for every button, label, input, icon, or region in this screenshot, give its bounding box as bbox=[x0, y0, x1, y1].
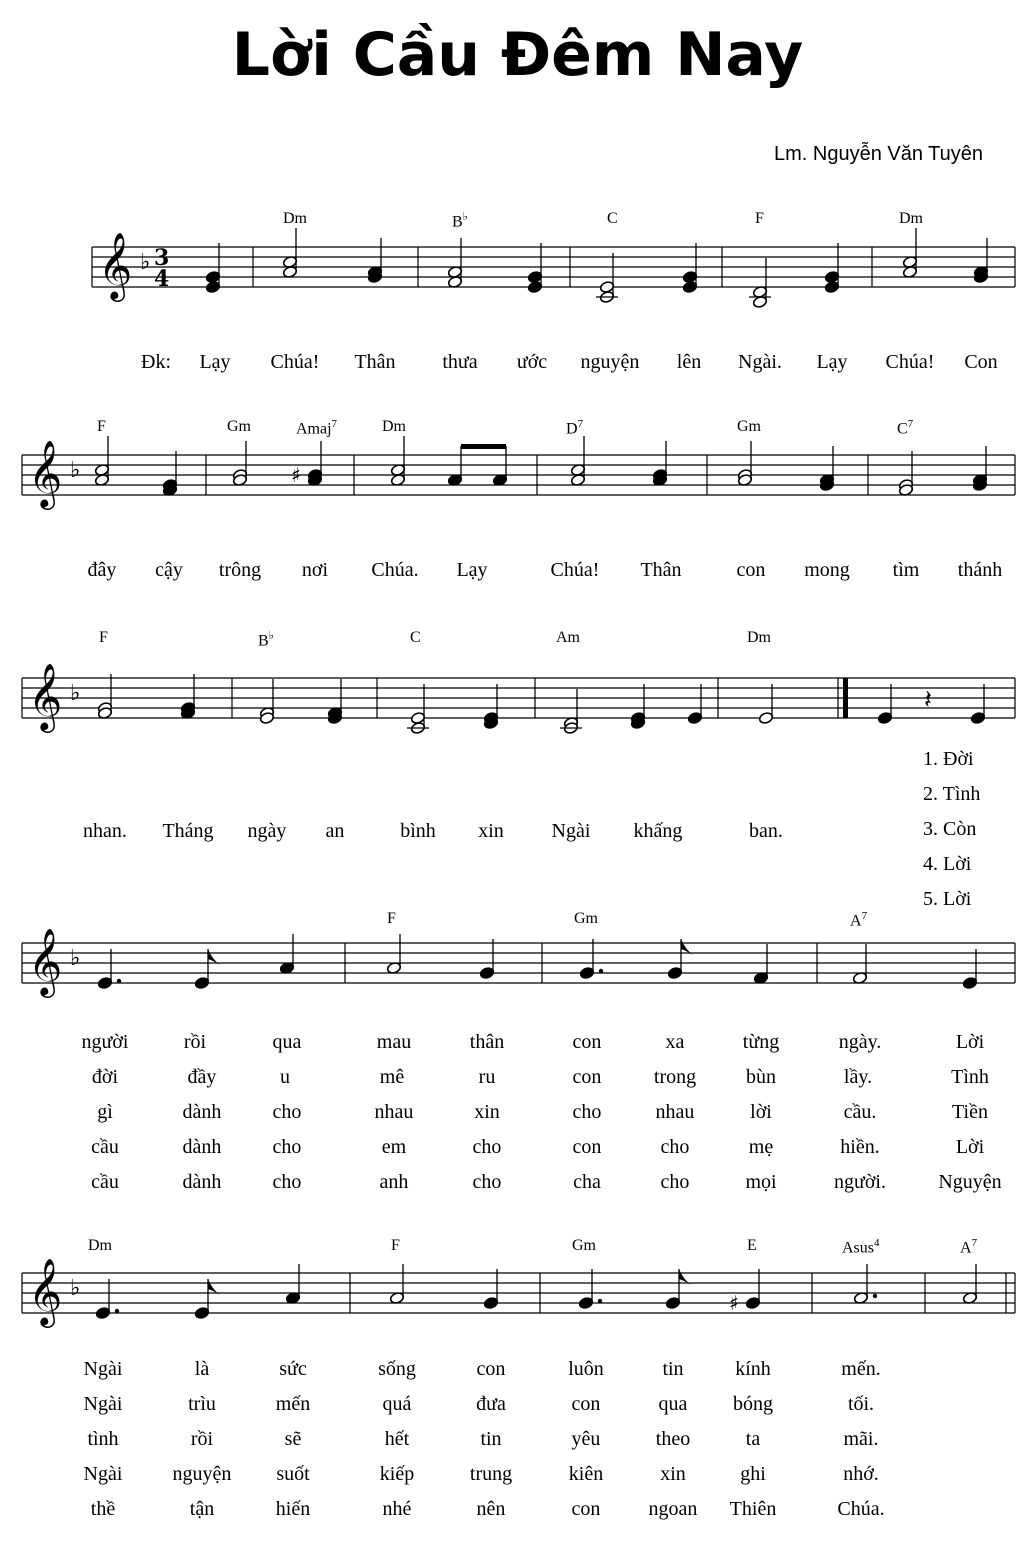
lyric-syllable: hiền. bbox=[840, 1136, 880, 1158]
lyric-syllable: con bbox=[476, 1358, 506, 1380]
lyric-syllable: Lời bbox=[955, 1136, 985, 1158]
lyric-syllable: tận bbox=[189, 1498, 215, 1520]
song-title: Lời Cầu Đêm Nay bbox=[231, 20, 804, 90]
chord-symbol: F bbox=[755, 210, 764, 227]
lyric-syllable: trung bbox=[469, 1463, 513, 1485]
lyric-syllable: đây bbox=[87, 559, 117, 581]
lyric-syllable: mến. bbox=[841, 1358, 881, 1380]
lyric-syllable: khấng bbox=[633, 820, 683, 842]
lyric-syllable: kính bbox=[735, 1358, 771, 1380]
lyric-syllable: dành bbox=[182, 1171, 222, 1193]
chord-symbol: C bbox=[410, 629, 421, 646]
lyric-syllable: dành bbox=[182, 1101, 222, 1123]
key-flat-icon: ♭ bbox=[70, 1276, 81, 1301]
chord-symbol: Dm bbox=[88, 1237, 112, 1254]
sharp-icon: ♯ bbox=[729, 1291, 739, 1315]
lyric-syllable: hết bbox=[384, 1428, 410, 1450]
lyric-syllable: Con bbox=[964, 351, 998, 373]
treble-clef-icon: 𝄞 bbox=[28, 439, 63, 507]
lyric-syllable: người bbox=[81, 1031, 129, 1053]
lyric-syllable: Lạy bbox=[456, 559, 488, 581]
note-dot bbox=[117, 979, 121, 983]
lyric-syllable: cho bbox=[660, 1136, 690, 1158]
lyric-syllable: ru bbox=[478, 1066, 496, 1088]
lyric-syllable: Chúa! bbox=[550, 559, 600, 581]
lyric-syllable: ước bbox=[516, 351, 548, 373]
lyric-syllable: người. bbox=[834, 1171, 886, 1193]
lyric-syllable: xin bbox=[474, 1101, 500, 1123]
lyric-syllable: cho bbox=[660, 1171, 690, 1193]
key-flat-icon: ♭ bbox=[70, 681, 81, 706]
lyric-syllable: u bbox=[280, 1066, 290, 1088]
lyric-syllable: qua bbox=[272, 1031, 302, 1053]
lyric-syllable: cho bbox=[272, 1171, 302, 1193]
chord-symbol: $C^7$ bbox=[897, 418, 914, 438]
lyric-syllable: sẽ bbox=[284, 1428, 302, 1450]
staff bbox=[0, 913, 1035, 1033]
lyric-syllable: Chúa! bbox=[885, 351, 935, 373]
lyric-syllable: mãi. bbox=[843, 1428, 879, 1450]
chord-symbol: B♭ bbox=[452, 211, 468, 231]
lyric-syllable: hiến bbox=[275, 1498, 311, 1520]
chord-symbol: Dm bbox=[283, 210, 307, 227]
lyric-syllable: Thiên bbox=[729, 1498, 777, 1520]
chord-symbol: Am bbox=[556, 629, 580, 646]
chord-symbol: B♭ bbox=[258, 630, 274, 650]
treble-clef-icon: 𝄞 bbox=[28, 927, 63, 995]
chord-symbol: Amaj$^7$ bbox=[296, 418, 338, 438]
lyric-syllable: Thân bbox=[640, 559, 682, 581]
chord-symbol: F bbox=[99, 629, 108, 646]
lyric-syllable: con bbox=[736, 559, 766, 581]
lyric-syllable: ngày bbox=[247, 820, 287, 842]
lyric-syllable: mẹ bbox=[748, 1136, 774, 1158]
chord-symbol: Dm bbox=[899, 210, 923, 227]
note-dot bbox=[599, 969, 603, 973]
lyric-syllable: dành bbox=[182, 1136, 222, 1158]
lyric-syllable: ghi bbox=[740, 1463, 766, 1485]
lyric-syllable: qua bbox=[658, 1393, 688, 1415]
chord-symbol: Gm bbox=[574, 910, 598, 927]
lyric-syllable: cha bbox=[573, 1171, 601, 1193]
flat-icon: ♭ bbox=[268, 630, 274, 642]
lyric-syllable: nguyện bbox=[172, 1463, 232, 1485]
lyric-syllable: bình bbox=[400, 820, 436, 842]
verse-start-label: 3. Còn bbox=[923, 818, 977, 840]
lyric-syllable: từng bbox=[742, 1031, 780, 1053]
lyric-syllable: rồi bbox=[190, 1428, 214, 1450]
key-flat-icon: ♭ bbox=[70, 946, 81, 971]
lyric-syllable: cho bbox=[472, 1171, 502, 1193]
lyric-syllable: bóng bbox=[733, 1393, 773, 1415]
lyric-syllable: xin bbox=[660, 1463, 686, 1485]
lyric-syllable: an bbox=[325, 820, 345, 842]
lyric-syllable: cho bbox=[272, 1136, 302, 1158]
lyric-syllable: Lạy bbox=[199, 351, 231, 373]
lyric-syllable: lầy. bbox=[843, 1066, 873, 1088]
lyric-syllable: đầy bbox=[187, 1066, 217, 1088]
treble-clef-icon: 𝄞 bbox=[28, 1257, 63, 1325]
lyric-syllable: bùn bbox=[746, 1066, 776, 1088]
treble-clef-icon: 𝄞 bbox=[28, 662, 63, 730]
lyric-syllable: nhé bbox=[382, 1498, 412, 1520]
staff bbox=[0, 217, 1035, 337]
lyric-syllable: cho bbox=[472, 1136, 502, 1158]
lyric-syllable: theo bbox=[655, 1428, 691, 1450]
lyric-syllable: mau bbox=[376, 1031, 412, 1053]
lyric-syllable: Tiền bbox=[952, 1101, 988, 1123]
verse-start-label: 4. Lời bbox=[923, 853, 972, 875]
lyric-syllable: rồi bbox=[183, 1031, 207, 1053]
treble-clef-icon: 𝄞 bbox=[98, 231, 133, 299]
lyric-syllable: tin bbox=[662, 1358, 684, 1380]
lyric-syllable: mong bbox=[804, 559, 850, 581]
lyric-syllable: ban. bbox=[749, 820, 783, 842]
lyric-syllable: kiên bbox=[568, 1463, 604, 1485]
lyric-syllable: ta bbox=[745, 1428, 761, 1450]
note-beam bbox=[461, 444, 506, 449]
chord-symbol: Asus$^4$ bbox=[842, 1237, 880, 1257]
lyric-syllable: mê bbox=[379, 1066, 405, 1088]
lyric-syllable: yêu bbox=[571, 1428, 601, 1450]
lyric-syllable: Nguyện bbox=[938, 1171, 1002, 1193]
lyric-syllable: tin bbox=[480, 1428, 502, 1450]
lyric-syllable: con bbox=[572, 1031, 602, 1053]
lyric-syllable: nên bbox=[476, 1498, 506, 1520]
time-signature-bottom: 4 bbox=[154, 266, 170, 292]
lyric-syllable: Chúa. bbox=[837, 1498, 885, 1520]
lyric-syllable: em bbox=[381, 1136, 407, 1158]
chord-symbol: Dm bbox=[747, 629, 771, 646]
lyric-syllable: trong bbox=[653, 1066, 697, 1088]
key-flat-icon: ♭ bbox=[70, 458, 81, 483]
lyric-syllable: Chúa! bbox=[270, 351, 320, 373]
lyric-syllable: cầu. bbox=[843, 1101, 877, 1123]
note-dot bbox=[598, 1299, 602, 1303]
staff bbox=[0, 1243, 1035, 1363]
key-flat-icon: ♭ bbox=[140, 250, 151, 275]
lyric-syllable: con bbox=[572, 1066, 602, 1088]
lyric-syllable: Ngài bbox=[83, 1463, 123, 1485]
lyric-syllable: Thân bbox=[354, 351, 396, 373]
lyric-syllable: luôn bbox=[568, 1358, 604, 1380]
lyric-syllable: tình bbox=[87, 1428, 119, 1450]
thick-barline bbox=[843, 678, 848, 718]
lyric-syllable: xin bbox=[478, 820, 504, 842]
chord-symbol: $A^7$ bbox=[960, 1237, 978, 1257]
lyric-syllable: anh bbox=[379, 1171, 409, 1193]
verse-start-label: 1. Đời bbox=[923, 748, 974, 770]
lyric-syllable: sống bbox=[378, 1358, 416, 1380]
lyric-syllable: thánh bbox=[957, 559, 1003, 581]
lyric-syllable: cầu bbox=[91, 1171, 119, 1193]
lyric-syllable: Lời bbox=[955, 1031, 985, 1053]
lyric-syllable: tìm bbox=[892, 559, 920, 581]
chord-symbol: Gm bbox=[227, 418, 251, 435]
chord-symbol: E bbox=[747, 1237, 757, 1254]
lyric-syllable: thề bbox=[90, 1498, 116, 1520]
lyric-syllable: nhan. bbox=[83, 820, 127, 842]
lyric-syllable: cầu bbox=[91, 1136, 119, 1158]
lyric-syllable: ngoan bbox=[648, 1498, 698, 1520]
staff bbox=[0, 648, 1035, 768]
lyric-syllable: Ngài bbox=[83, 1393, 123, 1415]
lyric-syllable: lời bbox=[750, 1101, 772, 1123]
verse-start-label: 5. Lời bbox=[923, 888, 972, 910]
lyric-syllable: con bbox=[572, 1136, 602, 1158]
lyric-syllable: mọi bbox=[745, 1171, 777, 1193]
lyric-syllable: quá bbox=[382, 1393, 412, 1415]
lyric-syllable: Tình bbox=[951, 1066, 989, 1088]
lyric-syllable: Lạy bbox=[816, 351, 848, 373]
lyric-syllable: tối. bbox=[847, 1393, 875, 1415]
lyric-syllable: mến bbox=[275, 1393, 311, 1415]
chord-symbol: C bbox=[607, 210, 618, 227]
lyric-syllable: thân bbox=[469, 1031, 505, 1053]
lyric-syllable: kiếp bbox=[379, 1463, 415, 1485]
lyric-syllable: Tháng bbox=[162, 820, 214, 842]
lyric-syllable: trìu bbox=[188, 1393, 216, 1415]
lyric-syllable: nhau bbox=[374, 1101, 414, 1123]
lyric-syllable: Ngài. bbox=[738, 351, 782, 373]
chord-symbol: Dm bbox=[382, 418, 406, 435]
lyric-syllable: gì bbox=[97, 1101, 113, 1123]
lyric-syllable: đưa bbox=[476, 1393, 506, 1415]
lyric-syllable: con bbox=[571, 1498, 601, 1520]
lyric-syllable: Ngài bbox=[83, 1358, 123, 1380]
note-dot bbox=[115, 1309, 119, 1313]
chord-symbol: Gm bbox=[572, 1237, 596, 1254]
lyric-syllable: xa bbox=[665, 1031, 685, 1053]
lyric-syllable: ngày. bbox=[838, 1031, 882, 1053]
chord-symbol: F bbox=[97, 418, 106, 435]
note-dot bbox=[873, 1294, 877, 1298]
lyric-syllable: Đk: bbox=[141, 351, 171, 373]
lyric-syllable: nơi bbox=[301, 559, 329, 581]
sharp-icon: ♯ bbox=[291, 463, 301, 487]
lyric-syllable: Chúa. bbox=[371, 559, 419, 581]
time-signature-top: 3 bbox=[154, 245, 170, 271]
lyric-syllable: lên bbox=[676, 351, 702, 373]
flat-icon: ♭ bbox=[462, 211, 468, 223]
lyric-syllable: trông bbox=[218, 559, 262, 581]
lyric-syllable: nguyện bbox=[580, 351, 640, 373]
lyric-syllable: sức bbox=[279, 1358, 307, 1380]
chord-symbol: $A^7$ bbox=[850, 910, 868, 930]
lyric-syllable: nhớ. bbox=[843, 1463, 879, 1485]
verse-start-label: 2. Tình bbox=[923, 783, 981, 805]
quarter-rest-icon: 𝄽 bbox=[924, 685, 932, 715]
chord-symbol: F bbox=[387, 910, 396, 927]
lyric-syllable: là bbox=[194, 1358, 210, 1380]
chord-symbol: Gm bbox=[737, 418, 761, 435]
lyric-syllable: con bbox=[571, 1393, 601, 1415]
lyric-syllable: suốt bbox=[276, 1463, 310, 1485]
chord-symbol: F bbox=[391, 1237, 400, 1254]
lyric-syllable: Ngài bbox=[551, 820, 591, 842]
staff bbox=[0, 425, 1035, 545]
lyric-syllable: đời bbox=[91, 1066, 119, 1088]
lyric-syllable: cho bbox=[572, 1101, 602, 1123]
lyric-syllable: nhau bbox=[655, 1101, 695, 1123]
lyric-syllable: cậy bbox=[155, 559, 183, 581]
lyric-syllable: thưa bbox=[442, 351, 478, 373]
chord-symbol: $D^7$ bbox=[566, 418, 584, 438]
lyric-syllable: cho bbox=[272, 1101, 302, 1123]
composer-name: Lm. Nguyễn Văn Tuyên bbox=[773, 143, 983, 165]
